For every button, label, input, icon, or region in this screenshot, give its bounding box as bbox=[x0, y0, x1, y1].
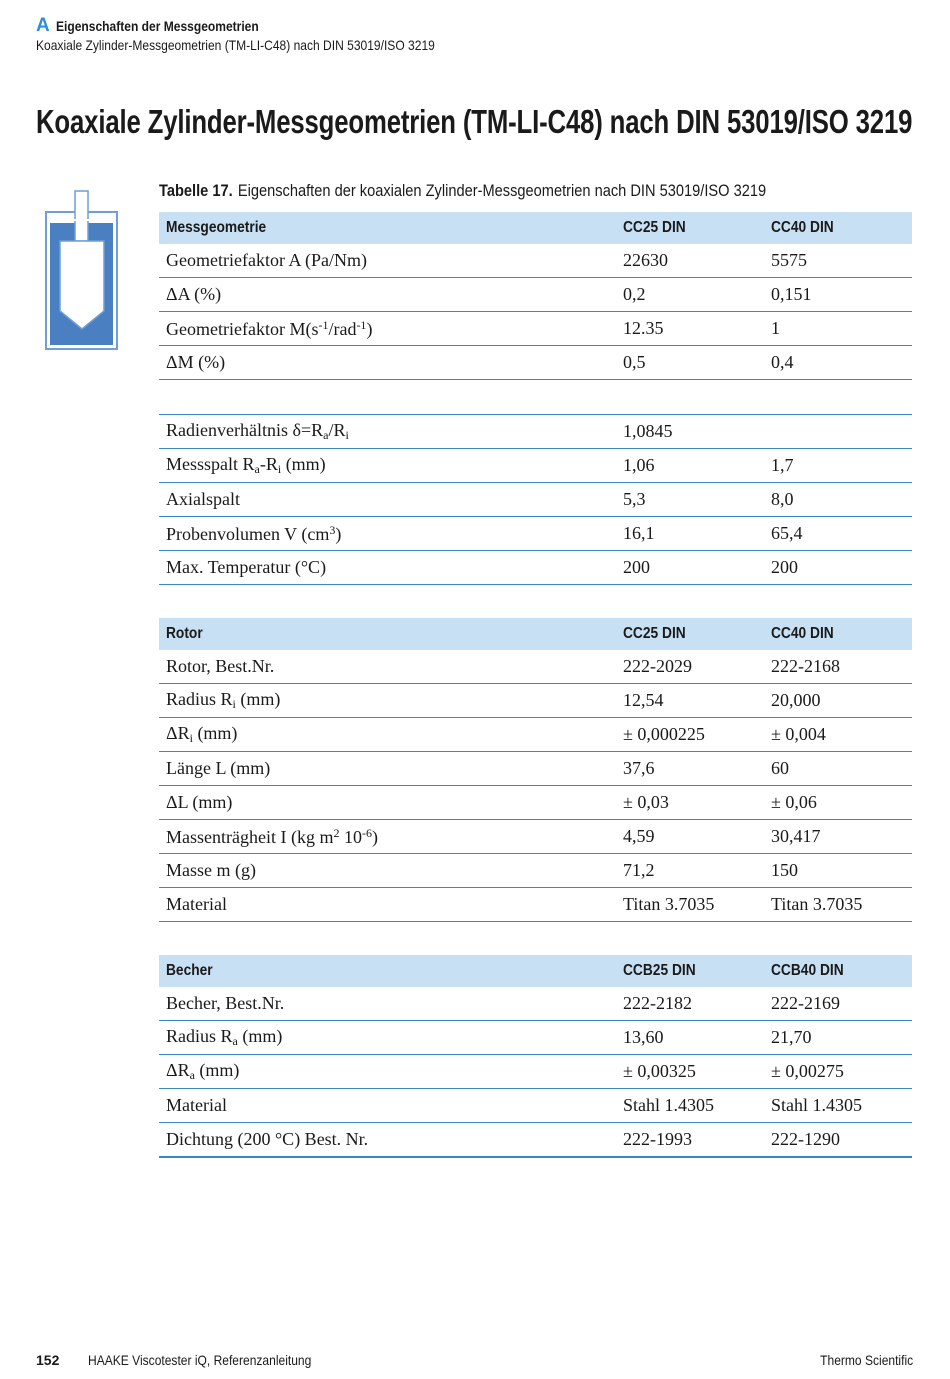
table-row bbox=[159, 1123, 912, 1158]
table-row bbox=[159, 449, 912, 483]
cell-value: 5,3 bbox=[616, 483, 764, 517]
row-label: Material bbox=[159, 888, 616, 922]
row-label: Material bbox=[159, 1089, 616, 1123]
header-cell: CCB25 DIN bbox=[616, 955, 764, 987]
running-header bbox=[36, 16, 500, 54]
cell-value: 200 bbox=[764, 551, 912, 585]
cell-value: 21,70 bbox=[764, 1021, 912, 1055]
header-cell: CC25 DIN bbox=[616, 212, 764, 244]
table-row bbox=[159, 1055, 912, 1089]
properties-tables bbox=[159, 212, 912, 1158]
table-row bbox=[159, 483, 912, 517]
row-label: Radienverhältnis $\delta=R_a/R_i$ bbox=[159, 415, 616, 449]
cell-value: 222-1290 bbox=[764, 1123, 912, 1158]
caption-label: Tabelle 17. bbox=[159, 181, 233, 200]
cell-value: Stahl 1.4305 bbox=[764, 1089, 912, 1123]
table-row bbox=[159, 820, 912, 854]
table-row bbox=[159, 278, 912, 312]
page-title-text: Koaxiale Zylinder-Messgeometrien (TM-LI-C48) nach DIN 53019/ISO 3219 bbox=[36, 103, 913, 140]
row-label: Länge L (mm) bbox=[159, 752, 616, 786]
cell-value: 16,1 bbox=[616, 517, 764, 551]
cell-value: 0,2 bbox=[616, 278, 764, 312]
subsection-title: Koaxiale Zylinder-Messgeometrien (TM-LI-C48) nach DIN 53019/ISO 3219 bbox=[36, 37, 435, 53]
table-row bbox=[159, 718, 912, 752]
cell-value: ± 0,06 bbox=[764, 786, 912, 820]
header-cell: Rotor bbox=[159, 618, 616, 650]
spacer-row bbox=[159, 922, 912, 956]
table-row bbox=[159, 517, 912, 551]
page-number: 152 bbox=[36, 1352, 60, 1368]
row-label: Messspalt $R_a-R_i$ (mm) bbox=[159, 449, 616, 483]
cell-value: 1,06 bbox=[616, 449, 764, 483]
cell-value: 0,5 bbox=[616, 346, 764, 380]
cell-value: 222-1993 bbox=[616, 1123, 764, 1158]
table-row bbox=[159, 346, 912, 380]
spacer-row bbox=[159, 380, 912, 414]
cell-value: ± 0,00275 bbox=[764, 1055, 912, 1089]
table-caption bbox=[159, 180, 865, 202]
table-row bbox=[159, 888, 912, 922]
cell-value: 222-2029 bbox=[616, 650, 764, 684]
table-row bbox=[159, 1089, 912, 1123]
cell-value: 222-2169 bbox=[764, 987, 912, 1021]
cell-value: 1 bbox=[764, 312, 912, 346]
cell-value: 60 bbox=[764, 752, 912, 786]
cell-value: 150 bbox=[764, 854, 912, 888]
section-title: Eigenschaften der Messgeometrien bbox=[55, 18, 259, 34]
cell-value: ± 0,000225 bbox=[616, 718, 764, 752]
cell-value: 200 bbox=[616, 551, 764, 585]
page-footer bbox=[36, 1350, 913, 1370]
cell-value: Titan 3.7035 bbox=[764, 888, 912, 922]
caption-text: Eigenschaften der koaxialen Zylinder-Messgeometrien nach DIN 53019/ISO 3219 bbox=[237, 181, 767, 200]
cell-value: 222-2182 bbox=[616, 987, 764, 1021]
cell-value: Titan 3.7035 bbox=[616, 888, 764, 922]
cell-value: 65,4 bbox=[764, 517, 912, 551]
cell-value: 8,0 bbox=[764, 483, 912, 517]
cell-value: 71,2 bbox=[616, 854, 764, 888]
section-heading bbox=[36, 16, 500, 36]
row-label: ΔL (mm) bbox=[159, 786, 616, 820]
row-label: Axialspalt bbox=[159, 483, 616, 517]
table-row bbox=[159, 854, 912, 888]
table-row bbox=[159, 551, 912, 585]
table-row bbox=[159, 752, 912, 786]
row-label: Probenvolumen V $(cm^3)$ bbox=[159, 517, 616, 551]
table-row bbox=[159, 1021, 912, 1055]
row-label: Masse m (g) bbox=[159, 854, 616, 888]
table-header-row bbox=[159, 212, 912, 244]
document-title: HAAKE Viscotester iQ, Referenzanleitung bbox=[88, 1352, 312, 1368]
brand-name: Thermo Scientific bbox=[819, 1352, 913, 1368]
row-label: Geometriefaktor $M(s^{-1}/rad^{-1})$ bbox=[159, 312, 616, 346]
row-label: $\Delta R_a$ (mm) bbox=[159, 1055, 616, 1089]
table-row bbox=[159, 786, 912, 820]
table-row bbox=[159, 650, 912, 684]
row-label: Massenträgheit I (kg $m^2$ $10^{-6}$) bbox=[159, 820, 616, 854]
coaxial-cylinder-icon bbox=[44, 190, 120, 352]
table-row bbox=[159, 312, 912, 346]
cell-value: 1,7 bbox=[764, 449, 912, 483]
subsection-heading bbox=[36, 36, 500, 54]
row-label: Rotor, Best.Nr. bbox=[159, 650, 616, 684]
header-cell: Messgeometrie bbox=[159, 212, 616, 244]
page-title bbox=[36, 100, 950, 144]
row-label: Radius $R_a$ (mm) bbox=[159, 1021, 616, 1055]
cell-value: 222-2168 bbox=[764, 650, 912, 684]
cell-value: 1,0845 bbox=[616, 415, 764, 449]
cell-value: 5575 bbox=[764, 244, 912, 278]
header-cell: CCB40 DIN bbox=[764, 955, 912, 987]
cell-value: ± 0,004 bbox=[764, 718, 912, 752]
table-row bbox=[159, 244, 912, 278]
row-label: Max. Temperatur (°C) bbox=[159, 551, 616, 585]
cell-value: 0,151 bbox=[764, 278, 912, 312]
cell-value: 22630 bbox=[616, 244, 764, 278]
cell-value: 0,4 bbox=[764, 346, 912, 380]
spacer-row bbox=[159, 585, 912, 619]
cell-value bbox=[764, 415, 912, 449]
cell-value: 4,59 bbox=[616, 820, 764, 854]
table-row bbox=[159, 415, 912, 449]
cell-value: 12.35 bbox=[616, 312, 764, 346]
table-row bbox=[159, 987, 912, 1021]
header-cell: Becher bbox=[159, 955, 616, 987]
cell-value: 37,6 bbox=[616, 752, 764, 786]
header-cell: CC40 DIN bbox=[764, 618, 912, 650]
cell-value: ± 0,03 bbox=[616, 786, 764, 820]
row-label: ΔM (%) bbox=[159, 346, 616, 380]
geometry-table bbox=[159, 212, 912, 1158]
row-label: Radius $R_i$ (mm) bbox=[159, 684, 616, 718]
cell-value: 13,60 bbox=[616, 1021, 764, 1055]
row-label: Dichtung (200 °C) Best. Nr. bbox=[159, 1123, 616, 1158]
header-cell: CC25 DIN bbox=[616, 618, 764, 650]
row-label: ΔA (%) bbox=[159, 278, 616, 312]
cell-value: ± 0,00325 bbox=[616, 1055, 764, 1089]
table-header-row bbox=[159, 955, 912, 987]
row-label: Geometriefaktor A (Pa/Nm) bbox=[159, 244, 616, 278]
table-header-row bbox=[159, 618, 912, 650]
table-row bbox=[159, 684, 912, 718]
cell-value: Stahl 1.4305 bbox=[616, 1089, 764, 1123]
header-cell: CC40 DIN bbox=[764, 212, 912, 244]
cell-value: 30,417 bbox=[764, 820, 912, 854]
cell-value: 20,000 bbox=[764, 684, 912, 718]
appendix-letter: A bbox=[36, 15, 50, 36]
row-label: Becher, Best.Nr. bbox=[159, 987, 616, 1021]
cell-value: 12,54 bbox=[616, 684, 764, 718]
row-label: $\Delta R_i$ (mm) bbox=[159, 718, 616, 752]
